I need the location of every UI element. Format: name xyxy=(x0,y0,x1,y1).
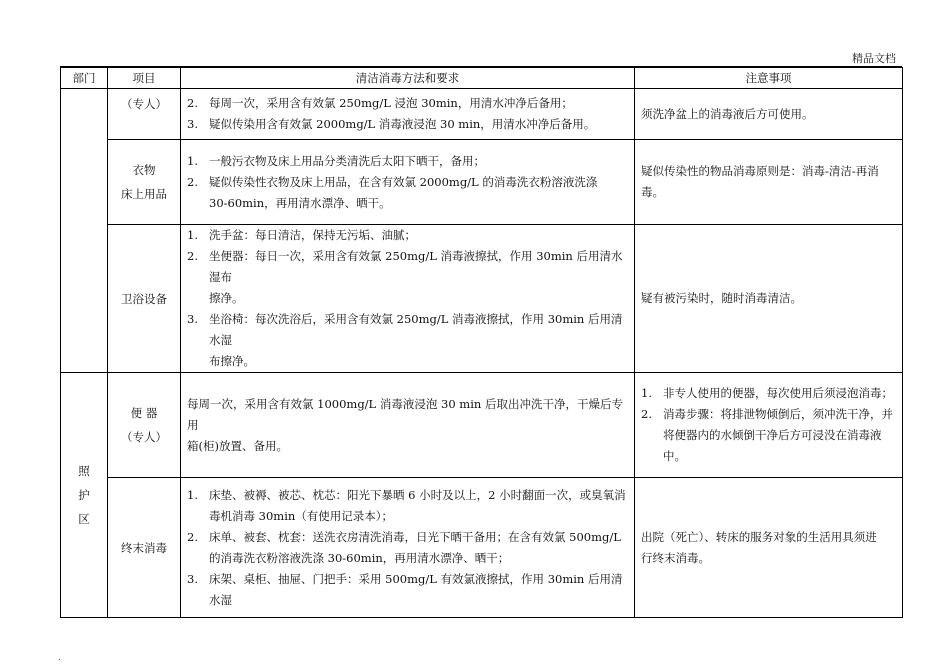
list-number: 2. xyxy=(187,174,198,189)
list-number: 1. xyxy=(187,228,198,242)
line-text: 床架、桌柜、抽屉、门把手：采用 500mg/L 有效氯液擦拭，作用 30min 后用清水湿 xyxy=(209,571,623,607)
line-text: 一般污衣物及床上用品分类清洗后太阳下晒干，备用； xyxy=(209,153,485,168)
line-text: 30-60min，再用清水漂净、晒干。 xyxy=(209,195,391,210)
method-line xyxy=(187,506,628,527)
method-line xyxy=(187,151,628,172)
list-number: 2. xyxy=(187,249,198,263)
dept-char: 护 xyxy=(78,488,90,502)
line-text: 的消毒洗衣粉溶液洗涤 30-60min，再用清水漂净、晒干； xyxy=(209,550,510,565)
header-note: 精品文档 xyxy=(852,52,896,65)
list-number: 2. xyxy=(641,407,652,421)
notes-cell xyxy=(635,140,903,225)
notes-cell xyxy=(635,478,903,618)
list-number xyxy=(187,548,209,569)
header-item: 项目 xyxy=(108,68,181,89)
notes-line xyxy=(641,527,896,548)
method-line xyxy=(187,394,628,436)
line-text: 每周一次，采用含有效氯 250mg/L 浸泡 30min，用清水冲净后备用； xyxy=(209,96,573,110)
header-notes: 注意事项 xyxy=(635,68,903,89)
footer-mark: . xyxy=(58,653,61,663)
item-cell xyxy=(108,478,181,618)
method-line xyxy=(187,288,628,309)
line-text: 布擦净。 xyxy=(209,354,255,368)
method-cell xyxy=(181,373,635,478)
notes-line xyxy=(641,404,896,425)
table-row xyxy=(61,373,903,478)
item-cell xyxy=(108,225,181,373)
list-number xyxy=(187,193,209,214)
item-label: 便 器 xyxy=(130,406,158,420)
method-line xyxy=(187,193,628,214)
line-text: 箱(柜)放置、备用。 xyxy=(187,438,288,453)
line-text: 中。 xyxy=(663,449,686,463)
list-number: 1. xyxy=(187,153,198,168)
line-text: 疑似传染用含有效氯 2000mg/L 消毒液浸泡 30 min，用清水冲净后备用。 xyxy=(209,117,596,131)
dept-cell xyxy=(61,373,108,618)
line-text: 床单、被套、枕套：送洗衣房清洗消毒，日光下晒干备用；在含有效氯 500mg/L xyxy=(209,529,621,544)
method-line xyxy=(187,114,628,135)
item-label: 衣物 xyxy=(132,163,156,177)
notes-line xyxy=(641,446,896,467)
method-line xyxy=(187,93,628,114)
method-line xyxy=(187,309,628,351)
notes-line xyxy=(641,182,896,203)
dept-char: 区 xyxy=(78,512,90,526)
line-text: 坐便器：每日一次，采用含有效氯 250mg/L 消毒液擦拭，作用 30min 后用清水湿布 xyxy=(209,249,623,284)
item-cell xyxy=(108,89,181,140)
method-line xyxy=(187,172,628,193)
line-text: 擦净。 xyxy=(209,291,244,305)
table-row xyxy=(61,225,903,373)
item-cell xyxy=(108,373,181,478)
list-number: 2. xyxy=(187,529,198,544)
line-text: 毒机消毒 30min（有使用记录本）； xyxy=(209,508,394,523)
item-label: 床上用品 xyxy=(121,187,167,201)
line-text: 洗手盆：每日清洁，保持无污垢、油腻； xyxy=(209,228,416,242)
line-text: 须洗净盆上的消毒液后方可使用。 xyxy=(641,106,814,121)
disinfection-table xyxy=(60,67,903,618)
line-text: 床垫、被褥、被芯、枕芯：阳光下暴晒 6 小时及以上，2 小时翻面一次，或臭氧消 xyxy=(209,487,626,502)
line-text: 非专人使用的便器，每次使用后须浸泡消毒； xyxy=(663,386,893,400)
list-number xyxy=(187,506,209,527)
notes-line xyxy=(641,161,896,182)
list-number xyxy=(187,351,209,372)
header-dept: 部门 xyxy=(61,68,108,89)
header-method: 清洁消毒方法和要求 xyxy=(181,68,635,89)
line-text: 疑似传染性衣物及床上用品，在含有效氯 2000mg/L 的消毒洗衣粉溶液洗涤 xyxy=(209,174,598,189)
line-text: 行终末消毒。 xyxy=(641,550,710,565)
method-line xyxy=(187,569,628,611)
method-line xyxy=(187,485,628,506)
method-line xyxy=(187,527,628,548)
dept-cell-blank xyxy=(61,89,108,373)
notes-line xyxy=(641,548,896,569)
method-cell xyxy=(181,225,635,373)
notes-cell xyxy=(635,225,903,373)
dept-char: 照 xyxy=(78,464,90,478)
list-number xyxy=(641,425,663,446)
line-text: 出院（死亡）、转床的服务对象的生活用具须进 xyxy=(641,529,877,544)
notes-line xyxy=(641,104,896,125)
line-text: 疑似传染性的物品消毒原则是：消毒-清洁-再消 xyxy=(641,164,879,178)
list-number: 3. xyxy=(187,117,198,131)
item-label: 卫浴设备 xyxy=(121,291,167,306)
method-line xyxy=(187,548,628,569)
notes-line xyxy=(641,383,896,404)
notes-line xyxy=(641,288,896,309)
item-label: （专人） xyxy=(121,97,167,111)
line-text: 毒。 xyxy=(641,185,664,199)
line-text: 将便器内的水倾倒干净后方可浸没在消毒液 xyxy=(663,428,882,442)
list-number: 3. xyxy=(187,571,198,586)
list-number: 2. xyxy=(187,96,198,110)
table-row xyxy=(61,140,903,225)
line-text: 消毒步骤：将排泄物倾倒后，须冲洗干净，并 xyxy=(663,407,893,421)
method-line xyxy=(187,436,628,457)
list-number xyxy=(187,288,209,309)
notes-line xyxy=(641,425,896,446)
list-number: 1. xyxy=(187,487,198,502)
item-label: 终末消毒 xyxy=(121,540,167,555)
line-text: 坐浴椅：每次洗浴后，采用含有效氯 250mg/L 消毒液擦拭，作用 30min 后用清水湿 xyxy=(209,312,623,347)
notes-cell xyxy=(635,89,903,140)
line-text: 疑有被污染时，随时消毒清洁。 xyxy=(641,291,802,305)
item-cell xyxy=(108,140,181,225)
method-line xyxy=(187,225,628,246)
notes-cell xyxy=(635,373,903,478)
method-cell xyxy=(181,478,635,618)
list-number: 1. xyxy=(641,386,652,400)
table-row xyxy=(61,478,903,618)
method-cell xyxy=(181,140,635,225)
line-text: 每周一次，采用含有效氯 1000mg/L 消毒液浸泡 30 min 后取出冲洗干净，干燥后专用 xyxy=(187,396,623,432)
table-header-row xyxy=(61,68,903,89)
list-number xyxy=(641,446,663,467)
method-cell xyxy=(181,89,635,140)
item-label: （专人） xyxy=(121,430,167,444)
table-row xyxy=(61,89,903,140)
method-line xyxy=(187,246,628,288)
method-line xyxy=(187,351,628,372)
list-number: 3. xyxy=(187,312,198,326)
